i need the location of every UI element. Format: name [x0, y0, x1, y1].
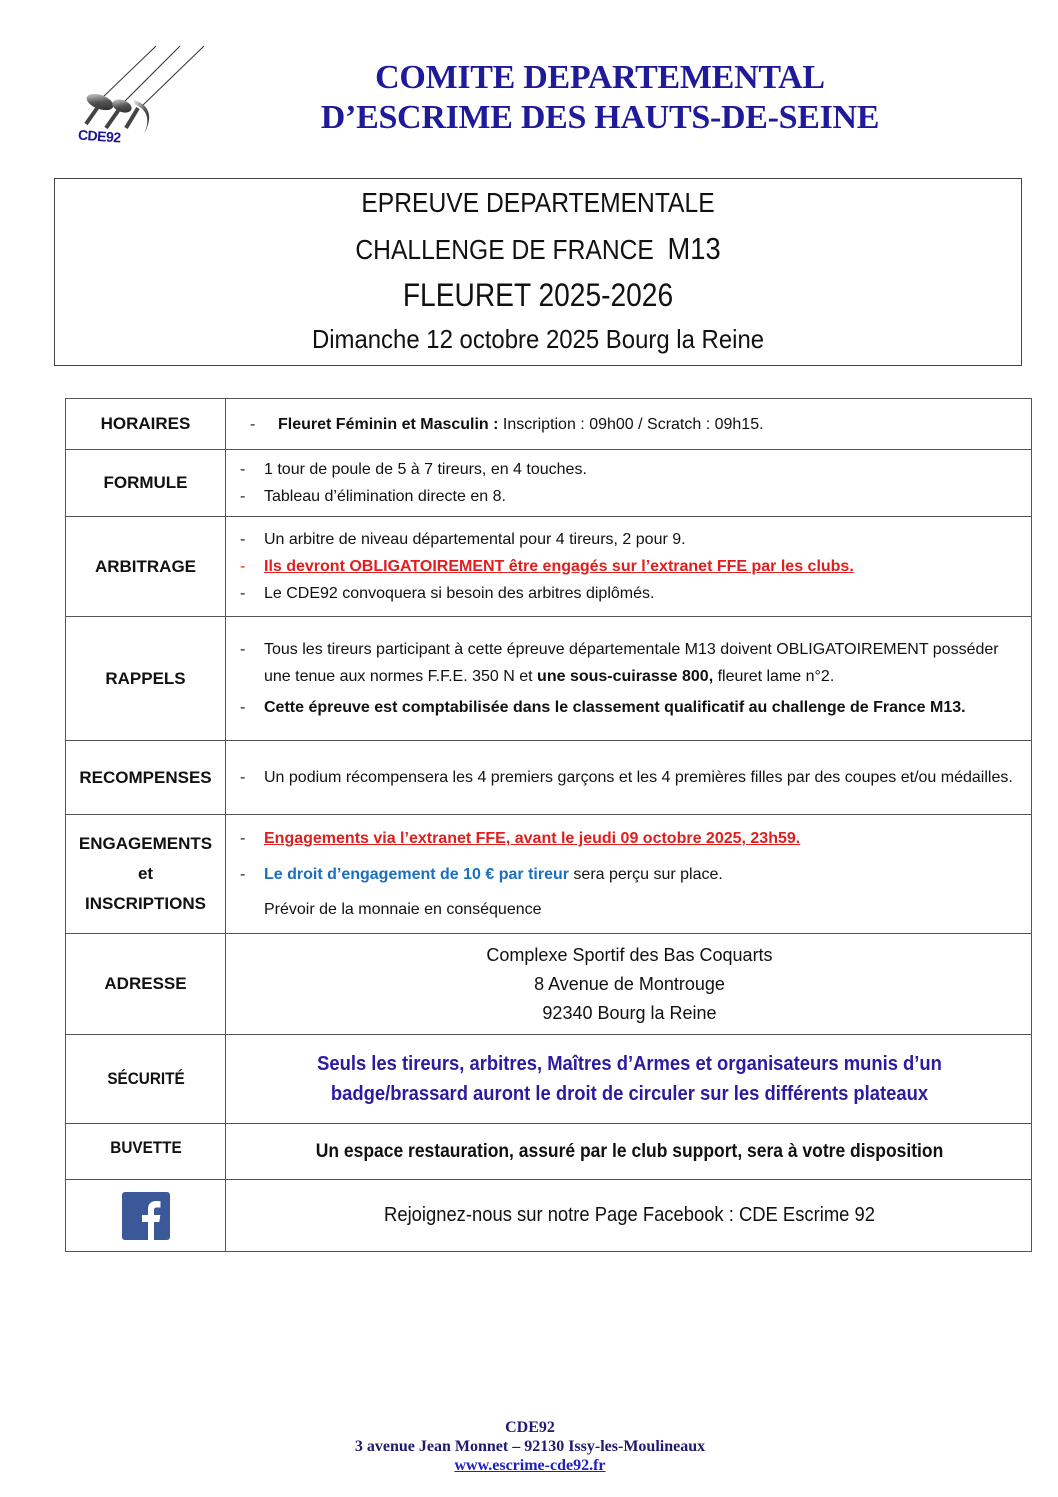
footer-website-link[interactable]: www.escrime-cde92.fr — [454, 1457, 606, 1474]
row-formule — [66, 450, 1032, 517]
content-facebook — [226, 1180, 1032, 1252]
event-challenge — [113, 231, 963, 267]
row-adresse — [66, 934, 1032, 1035]
label-recompenses: RECOMPENSES — [66, 741, 226, 815]
label-rappels: RAPPELS — [66, 617, 226, 741]
venue-city: 92340 Bourg la Reine — [542, 1002, 717, 1023]
label-arbitrage: ARBITRAGE — [66, 517, 226, 617]
org-title-line1: COMITE DEPARTEMENTAL — [375, 59, 825, 96]
arbitrage-warning: Ils devront OBLIGATOIREMENT être engagés sur l’extranet FFE par les clubs. — [264, 558, 854, 575]
logo-text: CDE92 — [77, 126, 122, 146]
content-buvette: Un espace restauration, assuré par le club support, sera à votre disposition — [226, 1124, 1032, 1180]
facebook-cell[interactable] — [66, 1180, 226, 1252]
organization-title — [230, 58, 970, 138]
row-arbitrage — [66, 517, 1032, 617]
content-arbitrage: - Un arbitre de niveau départemental pour 4 tireurs, 2 pour 9. - Ils devront OBLIGATOIREMENT être engagés sur l’extranet FFE par les clubs. - Le CDE92 convoquera si besoin des arbitres diplômés. — [226, 517, 1032, 617]
challenge-name: CHALLENGE DE FRANCE — [355, 234, 654, 265]
registration-deadline: Engagements via l’extranet FFE, avant le jeudi 09 octobre 2025, 23h59. — [264, 830, 801, 847]
content-horaires: - Fleuret Féminin et Masculin : Inscription : 09h00 / Scratch : 09h15. — [226, 399, 1032, 450]
row-facebook — [66, 1180, 1032, 1252]
label-buvette: BUVETTE — [74, 1124, 218, 1180]
content-rappels: - Tous les tireurs participant à cette épreuve départementale M13 doivent OBLIGATOIREMENT posséder une tenue aux normes F.F.E. 350 N et une sous-cuirasse 800, fleuret lame n°2. - Cette épreuve est comptabilisée dans le classement qualificatif au challenge de France M13. — [226, 617, 1032, 741]
content-formule: - 1 tour de poule de 5 à 7 tireurs, en 4 touches. - Tableau d’élimination directe en 8. — [226, 450, 1032, 517]
event-weapon-season: FLEURET 2025-2026 — [402, 277, 674, 313]
cde92-logo — [62, 42, 212, 150]
info-table — [65, 398, 1032, 1252]
label-engagements: ENGAGEMENTS et INSCRIPTIONS — [66, 815, 226, 934]
footer-address: 3 avenue Jean Monnet – 92130 Issy-les-Moulineaux — [354, 1438, 706, 1455]
registration-fee: Le droit d’engagement de 10 € par tireur — [264, 866, 569, 883]
facebook-icon[interactable] — [122, 1192, 170, 1240]
event-header-box — [54, 178, 1022, 366]
bullet-dash: - — [250, 415, 256, 433]
event-date-location: Dimanche 12 octobre 2025 Bourg la Reine — [311, 324, 765, 354]
row-horaires — [66, 399, 1032, 450]
content-adresse — [226, 934, 1032, 1035]
content-engagements: - Engagements via l’extranet FFE, avant le jeudi 09 octobre 2025, 23h59. - Le droit d’engagement de 10 € par tireur sera perçu sur place. Prévoir de la monnaie en conséquence — [226, 815, 1032, 934]
row-buvette — [66, 1124, 1032, 1180]
category: M13 — [667, 231, 721, 266]
content-securite: Seuls les tireurs, arbitres, Maîtres d’Armes et organisateurs munis d’un badge/brassard auront le droit de circuler sur les différents plateaux — [226, 1035, 1032, 1124]
row-engagements — [66, 815, 1032, 934]
row-securite — [66, 1035, 1032, 1124]
footer — [230, 1418, 830, 1475]
venue-name: Complexe Sportif des Bas Coquarts — [486, 944, 773, 965]
footer-org: CDE92 — [505, 1419, 555, 1436]
label-formule: FORMULE — [66, 450, 226, 517]
content-recompenses: - Un podium récompensera les 4 premiers garçons et les 4 premières filles par des coupes et/ou médailles. — [226, 741, 1032, 815]
event-type: EPREUVE DEPARTEMENTALE — [361, 187, 715, 218]
row-rappels — [66, 617, 1032, 741]
row-recompenses — [66, 741, 1032, 815]
label-securite: SÉCURITÉ — [74, 1035, 218, 1124]
org-title-line2: D’ESCRIME DES HAUTS-DE-SEINE — [320, 99, 880, 136]
label-adresse: ADRESSE — [66, 934, 226, 1035]
label-horaires: HORAIRES — [66, 399, 226, 450]
facebook-page-link[interactable]: Rejoignez-nous sur notre Page Facebook : CDE Escrime 92 — [384, 1204, 875, 1226]
venue-street: 8 Avenue de Montrouge — [534, 973, 725, 994]
